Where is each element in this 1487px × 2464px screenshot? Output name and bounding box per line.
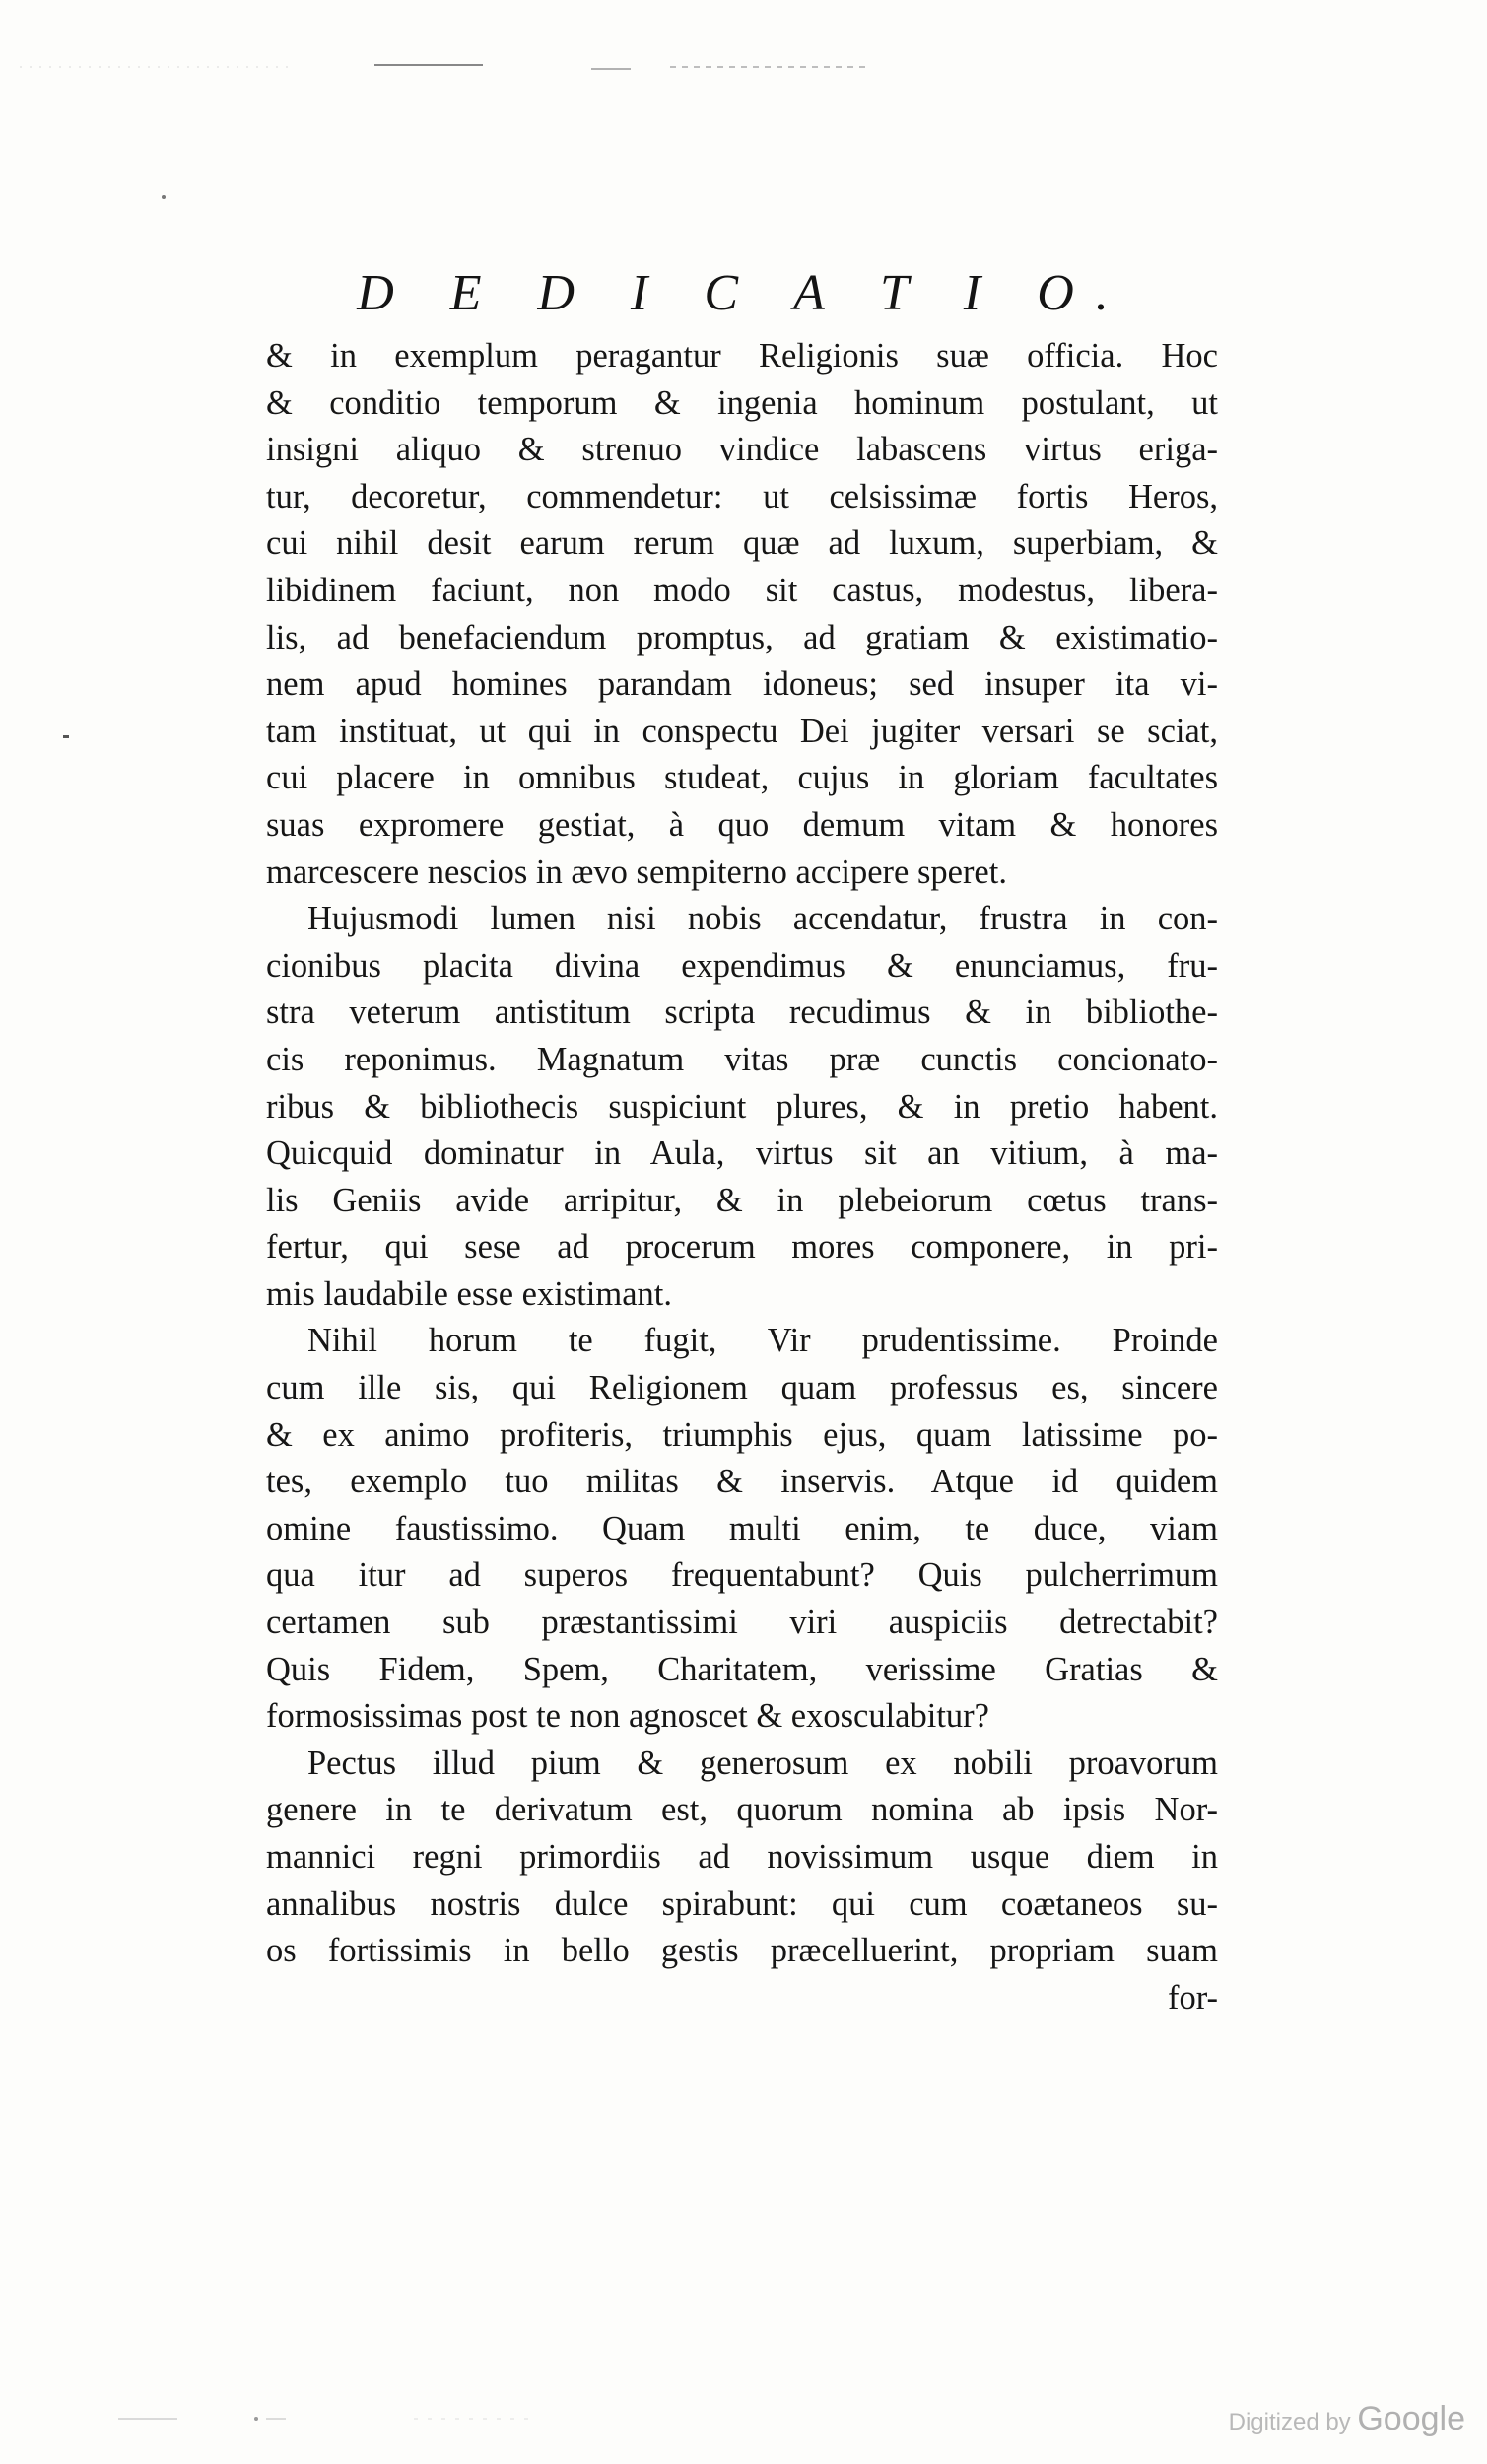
text-line: mannici regni primordiis ad novissimum usque diem in <box>266 1838 1218 1876</box>
text-line: os fortissimis in bello gestis præcelluerint, propriam suam <box>266 1932 1218 1970</box>
text-line: qua itur ad superos frequentabunt? Quis pulcherrimum <box>266 1556 1218 1595</box>
text-line: nem apud homines parandam idoneus; sed insuper ita vi- <box>266 665 1218 704</box>
text-line: suas expromere gestiat, à quo demum vitam & honores <box>266 805 1218 844</box>
text-line: mis laudabile esse existimant. <box>266 1274 672 1313</box>
text-line: cum ille sis, qui Religionem quam professus es, sincere <box>266 1369 1218 1407</box>
text-line: cis reponimus. Magnatum vitas præ cunctis concionato- <box>266 1040 1218 1078</box>
text-line: genere in te derivatum est, quorum nomina ab ipsis Nor- <box>266 1791 1218 1829</box>
text-line: omine faustissimo. Quam multi enim, te duce, viam <box>266 1509 1218 1547</box>
text-line: fertur, qui sese ad procerum mores componere, in pri- <box>266 1228 1218 1266</box>
text-line: annalibus nostris dulce spirabunt: qui cum coætaneos su- <box>266 1884 1218 1923</box>
text-line: Quicquid dominatur in Aula, virtus sit an vitium, à ma- <box>266 1134 1218 1173</box>
margin-mark <box>162 195 166 199</box>
text-line: ribus & bibliothecis suspiciunt plures, & in pretio habent. <box>266 1087 1218 1126</box>
text-line: lis, ad benefaciendum promptus, ad gratiam & existimatio- <box>266 618 1218 656</box>
text-line: stra veterum antistitum scripta recudimus & in bibliothe- <box>266 993 1218 1032</box>
catchword: for- <box>1167 1978 1218 2017</box>
paragraph-1 <box>266 333 1218 896</box>
dedication-text <box>266 333 1218 2021</box>
paragraph-2 <box>266 896 1218 1318</box>
google-logo: Google <box>1357 2400 1465 2437</box>
watermark-prefix: Digitized by <box>1228 2409 1351 2435</box>
text-line: & ex animo profiteris, triumphis ejus, quam latissime po- <box>266 1415 1218 1454</box>
text-line: Quis Fidem, Spem, Charitatem, verissime Gratias & <box>266 1650 1218 1688</box>
text-line: cui placere in omnibus studeat, cujus in gloriam facultates <box>266 759 1218 797</box>
text-line: tur, decoretur, commendetur: ut celsissimæ fortis Heros, <box>266 477 1218 515</box>
text-line: cui nihil desit earum rerum quæ ad luxum, superbiam, & <box>266 524 1218 563</box>
paragraph-4 <box>266 1741 1218 2022</box>
text-line: tes, exemplo tuo militas & inservis. Atque id quidem <box>266 1463 1218 1501</box>
text-line: Hujusmodi lumen nisi nobis accendatur, frustra in con- <box>307 900 1218 938</box>
text-line: Pectus illud pium & generosum ex nobili proavorum <box>307 1744 1218 1782</box>
paragraph-3 <box>266 1318 1218 1740</box>
text-line: libidinem faciunt, non modo sit castus, modestus, libera- <box>266 571 1218 609</box>
scan-top-marks <box>0 57 1487 77</box>
text-line: & in exemplum peragantur Religionis suæ officia. Hoc <box>266 337 1218 375</box>
text-line: cionibus placita divina expendimus & enunciamus, fru- <box>266 946 1218 985</box>
text-line: tam instituat, ut qui in conspectu Dei jugiter versari se sciat, <box>266 712 1218 750</box>
text-line: formosissimas post te non agnoscet & exosculabitur? <box>266 1697 989 1736</box>
text-line: certamen sub præstantissimi viri auspiciis detrectabit? <box>266 1604 1218 1642</box>
text-line: lis Geniis avide arripitur, & in plebeiorum cœtus trans- <box>266 1181 1218 1219</box>
text-line: insigni aliquo & strenuo vindice labascens virtus eriga- <box>266 431 1218 469</box>
text-line: Nihil horum te fugit, Vir prudentissime. Proinde <box>307 1322 1218 1360</box>
digitized-watermark <box>1229 2400 1465 2438</box>
text-line: & conditio temporum & ingenia hominum postulant, ut <box>266 383 1218 422</box>
scan-bottom-marks <box>118 2413 907 2425</box>
page-heading: D E D I C A T I O. <box>357 265 1130 321</box>
margin-mark <box>63 735 69 738</box>
text-line: marcescere nescios in ævo sempiterno accipere speret. <box>266 853 1007 891</box>
